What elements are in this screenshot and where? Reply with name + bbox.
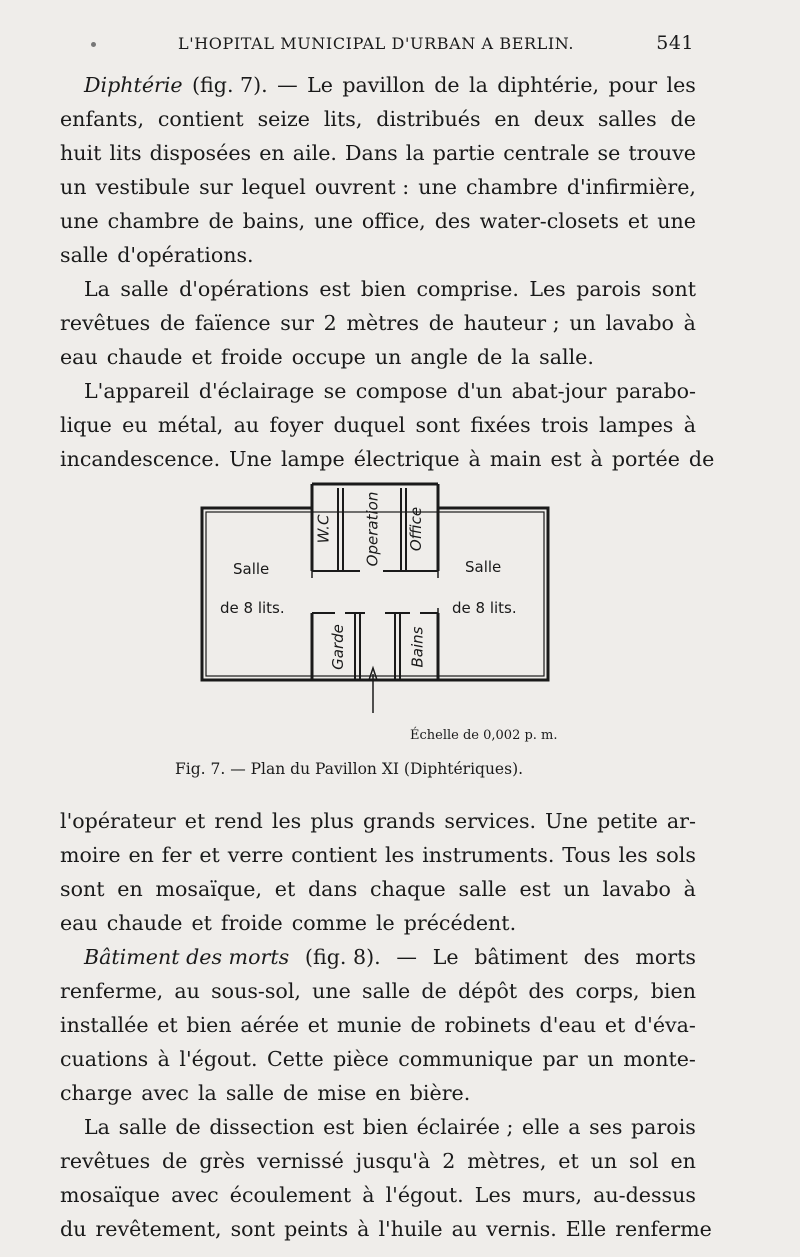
word: mètres, bbox=[467, 1149, 547, 1173]
text-line bbox=[60, 136, 696, 170]
word: métal, bbox=[157, 413, 224, 437]
word: sont bbox=[415, 413, 461, 437]
label-salle-right-lits: de 8 lits. bbox=[452, 599, 517, 617]
text-line bbox=[60, 442, 715, 476]
word: est bbox=[519, 877, 551, 901]
word: les bbox=[666, 73, 696, 97]
word: l'huile bbox=[378, 1217, 443, 1241]
word: vernis. bbox=[486, 1217, 557, 1241]
word: partie bbox=[432, 141, 496, 165]
word: un bbox=[563, 877, 590, 901]
word: et bbox=[184, 809, 206, 833]
word: d'infirmière, bbox=[566, 175, 696, 199]
word: parois bbox=[576, 277, 642, 301]
word: des bbox=[528, 979, 565, 1003]
word: de bbox=[688, 447, 715, 471]
word: eu bbox=[122, 413, 148, 437]
word: est bbox=[323, 1115, 355, 1139]
word: les bbox=[384, 843, 415, 867]
word: chaque bbox=[370, 877, 446, 901]
word: précédent. bbox=[403, 911, 517, 935]
word: moire bbox=[60, 843, 121, 867]
body-text-bottom bbox=[60, 804, 712, 1246]
text-line bbox=[60, 974, 696, 1008]
word: dans bbox=[307, 877, 358, 901]
word: services. bbox=[444, 809, 537, 833]
word: La bbox=[84, 1115, 110, 1139]
word: installée bbox=[60, 1013, 149, 1037]
text-line bbox=[60, 838, 696, 872]
word: rend bbox=[214, 809, 263, 833]
text-line bbox=[60, 102, 696, 136]
text-line bbox=[60, 170, 696, 204]
word: mosaïque, bbox=[155, 877, 263, 901]
word: Cette bbox=[266, 1047, 324, 1071]
word: Elle bbox=[565, 1217, 607, 1241]
text-line bbox=[60, 340, 696, 374]
word: monte- bbox=[623, 1047, 696, 1071]
text-line bbox=[60, 1042, 696, 1076]
word: dissection bbox=[209, 1115, 315, 1139]
word: comme bbox=[291, 911, 367, 935]
word: chaude bbox=[106, 345, 183, 369]
word: main bbox=[489, 447, 542, 471]
word: de bbox=[410, 1013, 436, 1037]
word: lavabo bbox=[602, 877, 671, 901]
word: une bbox=[657, 209, 696, 233]
word: est bbox=[319, 277, 351, 301]
word: angle bbox=[410, 345, 468, 369]
word: l'égout. bbox=[385, 1183, 464, 1207]
word: de bbox=[162, 1149, 188, 1173]
word: salle bbox=[225, 1081, 275, 1105]
word: pavillon bbox=[342, 73, 425, 97]
word: lits, bbox=[323, 107, 363, 131]
word: lampe bbox=[280, 447, 345, 471]
word: de bbox=[476, 345, 503, 369]
word: occupe bbox=[291, 345, 366, 369]
word: par bbox=[542, 1047, 578, 1071]
word: et bbox=[191, 911, 212, 935]
word: grès bbox=[199, 1149, 246, 1173]
word: revêtues bbox=[60, 311, 151, 335]
word: sols bbox=[655, 843, 696, 867]
text-line bbox=[60, 1212, 712, 1246]
word: L'appareil bbox=[84, 379, 190, 403]
word: vestibule bbox=[95, 175, 191, 199]
word: et bbox=[627, 209, 649, 233]
word: de bbox=[428, 311, 455, 335]
word: bien bbox=[362, 1115, 408, 1139]
word: chambre bbox=[107, 209, 200, 233]
word: en bbox=[670, 1149, 696, 1173]
word: bien bbox=[360, 277, 407, 301]
text-line bbox=[60, 804, 696, 838]
word: à bbox=[157, 1047, 170, 1071]
page-number: 541 bbox=[656, 32, 694, 54]
word: froide bbox=[220, 345, 283, 369]
word: se bbox=[597, 141, 621, 165]
word: Une bbox=[545, 809, 588, 833]
word: en bbox=[117, 877, 143, 901]
text-line bbox=[60, 374, 696, 408]
word: à bbox=[683, 311, 696, 335]
word: portée bbox=[611, 447, 680, 471]
word: un bbox=[587, 1047, 614, 1071]
word: les bbox=[618, 843, 648, 867]
text-line bbox=[60, 940, 696, 974]
word: Bâtiment des morts bbox=[84, 945, 290, 969]
word: corps, bbox=[575, 979, 640, 1003]
body-text-top bbox=[60, 68, 715, 476]
word: chambre bbox=[465, 175, 558, 199]
word: les bbox=[271, 809, 302, 833]
word: (fig. 8). bbox=[304, 945, 381, 969]
word: water-closets bbox=[479, 209, 619, 233]
ink-dot bbox=[91, 42, 96, 47]
word: sont bbox=[230, 1217, 276, 1241]
word: d'éclairage bbox=[198, 379, 315, 403]
word: au bbox=[451, 1217, 478, 1241]
word: à bbox=[362, 1183, 375, 1207]
word: disposées bbox=[149, 141, 252, 165]
text-line bbox=[60, 1076, 696, 1110]
word: revêtues bbox=[60, 1149, 151, 1173]
word: Les bbox=[474, 1183, 512, 1207]
word: des bbox=[434, 209, 471, 233]
word: salle bbox=[458, 877, 507, 901]
word: compose bbox=[355, 379, 448, 403]
word: enfants, bbox=[60, 107, 145, 131]
text-line bbox=[60, 238, 696, 272]
word: l'opérateur bbox=[60, 809, 176, 833]
word: à bbox=[468, 447, 481, 471]
word: en bbox=[259, 141, 285, 165]
word: un bbox=[374, 345, 402, 369]
word: parabo- bbox=[615, 379, 696, 403]
text-line bbox=[60, 1110, 696, 1144]
word: contient bbox=[157, 107, 244, 131]
word: (fig. 7). bbox=[192, 73, 268, 97]
word: avec bbox=[171, 1183, 219, 1207]
word: lique bbox=[60, 413, 112, 437]
word: de bbox=[421, 979, 447, 1003]
word: bains, bbox=[242, 209, 306, 233]
word: parois bbox=[631, 1115, 696, 1139]
word: au bbox=[233, 413, 260, 437]
word: la bbox=[405, 141, 425, 165]
word: et bbox=[274, 877, 296, 901]
word: Tous bbox=[562, 843, 611, 867]
word: en bbox=[494, 107, 520, 131]
word: ouvrent : bbox=[314, 175, 410, 199]
word: sont bbox=[651, 277, 696, 301]
word: de bbox=[434, 73, 460, 97]
word: robinets bbox=[444, 1013, 531, 1037]
word: grands bbox=[363, 809, 436, 833]
word: murs, bbox=[522, 1183, 583, 1207]
word: lampes bbox=[599, 413, 674, 437]
label-salle-left: Salle bbox=[233, 560, 270, 578]
word: en bbox=[375, 1081, 401, 1105]
word: bien bbox=[650, 979, 696, 1003]
word: à bbox=[683, 413, 696, 437]
label-salle-right: Salle bbox=[465, 558, 502, 576]
scale-note: Échelle de 0,002 p. m. bbox=[410, 728, 558, 743]
word: chaude bbox=[106, 911, 183, 935]
word: un bbox=[60, 175, 87, 199]
word: au-dessus bbox=[593, 1183, 696, 1207]
word: l'égout. bbox=[179, 1047, 258, 1071]
label-operation: Operation bbox=[363, 491, 382, 567]
word: d'eau bbox=[539, 1013, 597, 1037]
word: un bbox=[569, 311, 596, 335]
text-line bbox=[60, 906, 696, 940]
word: la bbox=[468, 73, 488, 97]
word: une bbox=[314, 209, 353, 233]
word: contient bbox=[291, 843, 378, 867]
word: de bbox=[208, 209, 234, 233]
word: charge bbox=[60, 1081, 133, 1105]
word: plus bbox=[310, 809, 354, 833]
word: une bbox=[418, 175, 457, 199]
word: jusqu'à bbox=[355, 1149, 431, 1173]
word: de bbox=[159, 311, 186, 335]
word: au bbox=[174, 979, 200, 1003]
word: à bbox=[357, 1217, 370, 1241]
floor-plan-drawing bbox=[195, 478, 575, 718]
word: communique bbox=[398, 1047, 534, 1071]
word: une bbox=[312, 979, 351, 1003]
word: se bbox=[323, 379, 347, 403]
word: un bbox=[590, 1149, 618, 1173]
word: froide bbox=[220, 911, 283, 935]
text-line bbox=[60, 306, 696, 340]
word: bâtiment bbox=[474, 945, 568, 969]
text-line bbox=[60, 1008, 696, 1042]
word: la bbox=[197, 1081, 217, 1105]
word: fixées bbox=[470, 413, 531, 437]
word: d'un bbox=[456, 379, 503, 403]
word: le bbox=[375, 911, 395, 935]
word: centrale bbox=[503, 141, 590, 165]
word: sous-sol, bbox=[211, 979, 301, 1003]
word: duquel bbox=[333, 413, 406, 437]
text-line bbox=[60, 1178, 696, 1212]
word: et bbox=[157, 1013, 178, 1037]
word: à bbox=[590, 447, 603, 471]
word: La bbox=[84, 277, 110, 301]
label-wc: W.C bbox=[314, 514, 333, 544]
word: renferme bbox=[615, 1217, 712, 1241]
word: deux bbox=[533, 107, 584, 131]
word: incandescence. bbox=[60, 447, 221, 471]
word: de bbox=[175, 1115, 201, 1139]
word: d'opérations bbox=[179, 277, 309, 301]
word: salle bbox=[60, 243, 109, 267]
text-line bbox=[60, 272, 696, 306]
word: elle bbox=[522, 1115, 560, 1139]
word: — bbox=[396, 945, 417, 969]
word: écoulement bbox=[229, 1183, 352, 1207]
word: ar- bbox=[666, 809, 696, 833]
word: faïence bbox=[194, 311, 271, 335]
word: foyer bbox=[269, 413, 324, 437]
running-head bbox=[0, 34, 800, 58]
word: abat-jour bbox=[511, 379, 607, 403]
word: lequel bbox=[241, 175, 306, 199]
text-line bbox=[60, 408, 696, 442]
word: sol bbox=[629, 1149, 659, 1173]
word: verre bbox=[227, 843, 284, 867]
label-bains: Bains bbox=[408, 626, 427, 668]
word: dépôt bbox=[457, 979, 518, 1003]
text-line bbox=[60, 1144, 696, 1178]
word: de bbox=[670, 107, 696, 131]
text-line bbox=[60, 872, 696, 906]
word: hauteur ; bbox=[463, 311, 560, 335]
word: lavabo bbox=[605, 311, 674, 335]
word: trouve bbox=[628, 141, 696, 165]
word: d'opérations. bbox=[117, 243, 254, 267]
word: cuations bbox=[60, 1047, 149, 1071]
word: en bbox=[128, 843, 154, 867]
word: vernissé bbox=[257, 1149, 344, 1173]
word: morts bbox=[635, 945, 696, 969]
word: peints bbox=[284, 1217, 349, 1241]
word: fer bbox=[161, 843, 192, 867]
word: diphtérie, bbox=[497, 73, 600, 97]
word: salle bbox=[362, 979, 411, 1003]
word: pour bbox=[608, 73, 658, 97]
word: lits bbox=[109, 141, 142, 165]
word: ses bbox=[589, 1115, 623, 1139]
running-title: L'HOPITAL MUNICIPAL D'URBAN A BERLIN. bbox=[178, 34, 575, 53]
text-line bbox=[60, 204, 696, 238]
word: et bbox=[307, 1013, 329, 1037]
word: éclairée ; bbox=[416, 1115, 514, 1139]
word: bien bbox=[186, 1013, 232, 1037]
word: Les bbox=[529, 277, 566, 301]
word: salles bbox=[597, 107, 657, 131]
word: mise bbox=[317, 1081, 367, 1105]
word: 2 bbox=[323, 311, 337, 335]
word: office, bbox=[361, 209, 426, 233]
word: seize bbox=[257, 107, 310, 131]
word: du bbox=[60, 1217, 87, 1241]
word: la bbox=[511, 345, 531, 369]
word: et bbox=[191, 345, 212, 369]
word: et bbox=[199, 843, 220, 867]
word: eau bbox=[60, 911, 98, 935]
word: aérée bbox=[240, 1013, 300, 1037]
word: trois bbox=[541, 413, 589, 437]
word: des bbox=[583, 945, 620, 969]
word: et bbox=[604, 1013, 626, 1037]
word: revêtement, bbox=[95, 1217, 222, 1241]
word: mètres bbox=[346, 311, 420, 335]
word: munie bbox=[336, 1013, 402, 1037]
word: sur bbox=[199, 175, 233, 199]
word: et bbox=[558, 1149, 579, 1173]
word: 2 bbox=[442, 1149, 456, 1173]
word: salle bbox=[120, 277, 169, 301]
word: huit bbox=[60, 141, 102, 165]
word: mosaïque bbox=[60, 1183, 160, 1207]
word: renferme, bbox=[60, 979, 164, 1003]
word: Le bbox=[307, 73, 333, 97]
word: — bbox=[277, 73, 298, 97]
word: Diphtérie bbox=[84, 73, 183, 97]
word: Le bbox=[432, 945, 459, 969]
word: comprise. bbox=[416, 277, 519, 301]
label-salle-left-lits: de 8 lits. bbox=[220, 599, 285, 617]
word: sur bbox=[280, 311, 314, 335]
word: électrique bbox=[353, 447, 460, 471]
word: Une bbox=[229, 447, 272, 471]
text-line bbox=[60, 68, 696, 102]
word: bière. bbox=[409, 1081, 471, 1105]
word: distribués bbox=[376, 107, 481, 131]
word: est bbox=[550, 447, 582, 471]
word: petite bbox=[597, 809, 658, 833]
label-office: Office bbox=[407, 506, 426, 552]
word: une bbox=[60, 209, 99, 233]
word: à bbox=[683, 877, 696, 901]
word: salle. bbox=[539, 345, 594, 369]
word: sont bbox=[60, 877, 105, 901]
word: avec bbox=[141, 1081, 189, 1105]
word: eau bbox=[60, 345, 98, 369]
word: de bbox=[283, 1081, 309, 1105]
word: a bbox=[568, 1115, 581, 1139]
word: salle bbox=[118, 1115, 167, 1139]
word: d'éva- bbox=[633, 1013, 696, 1037]
word: pièce bbox=[333, 1047, 389, 1071]
word: instruments. bbox=[422, 843, 555, 867]
word: Dans bbox=[345, 141, 398, 165]
label-garde: Garde bbox=[328, 624, 347, 670]
word: aile. bbox=[292, 141, 337, 165]
figure-caption: Fig. 7. — Plan du Pavillon XI (Diphtériques). bbox=[175, 760, 524, 778]
floor-plan-figure bbox=[195, 478, 575, 718]
